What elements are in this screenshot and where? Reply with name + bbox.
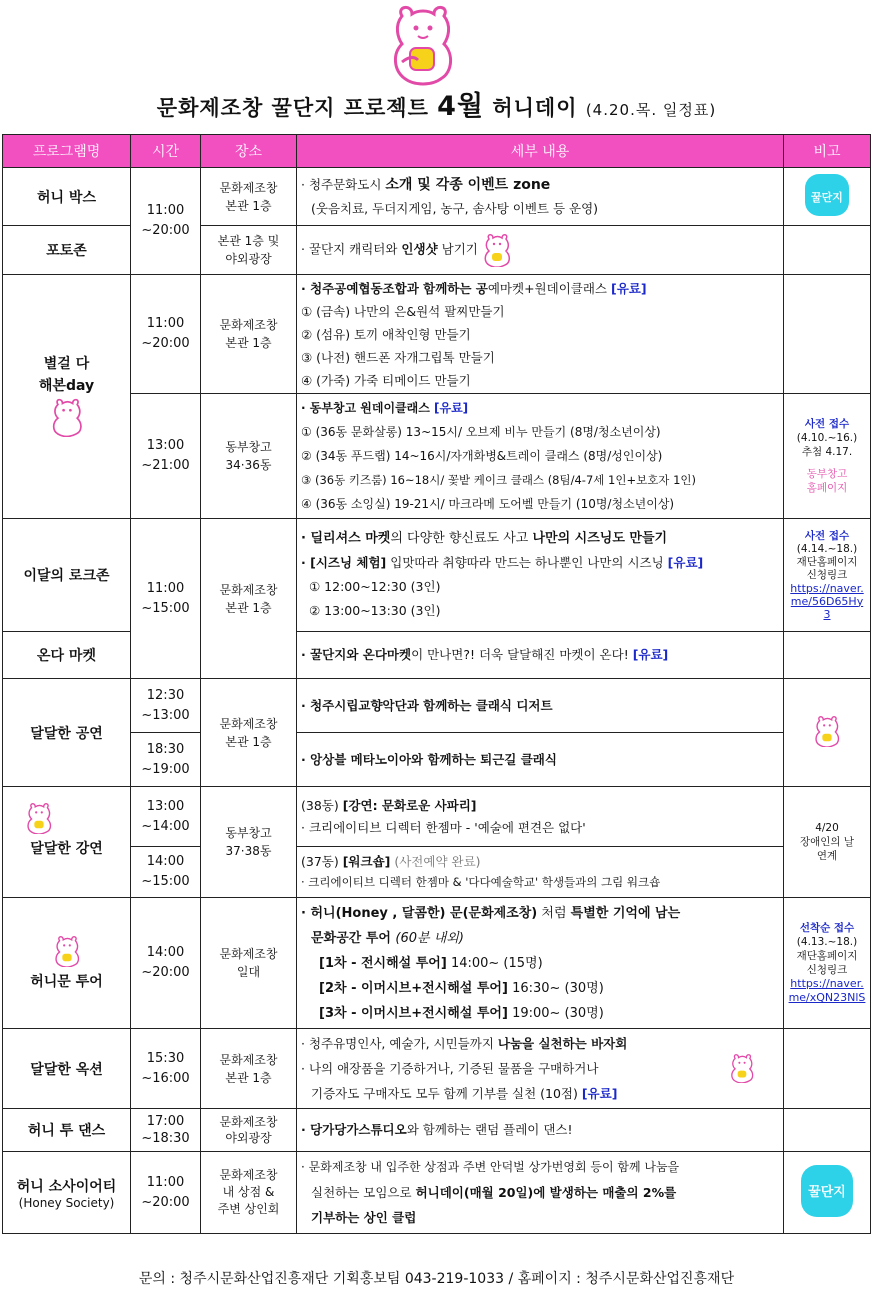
detail-bold: 특별한 기억에 남는 xyxy=(570,905,681,921)
detail-bold: 소개 및 각종 이벤트 zone xyxy=(385,176,551,193)
detail-bold: [강연: 문화로운 사파리] xyxy=(342,797,477,813)
note-text: 재단홈페이지 신청링크 xyxy=(796,950,858,976)
place-cell xyxy=(201,394,297,519)
paid-badge: [유료] xyxy=(667,555,704,570)
title-part2: 허니데이 xyxy=(484,96,586,120)
note-link-text: 동부창고 홈페이지 xyxy=(806,468,848,494)
detail-bold: · 딜리셔스 마켓 xyxy=(301,531,391,546)
time-text: 11:00 ~20:00 xyxy=(141,203,190,238)
list-item: ① (36동 문화살롱) 13~15시/ 오브제 비누 만들기 (8명/청소년이상) xyxy=(301,425,661,439)
time-cell xyxy=(131,847,201,898)
note-cell xyxy=(784,787,871,898)
detail-text: 14:00~ (15명) xyxy=(446,955,543,971)
detail-text: 의 다양한 향신료도 사고 xyxy=(390,531,533,546)
title-month: 4월 xyxy=(437,91,485,122)
place-text: 문화제조창 본관 1층 xyxy=(219,180,278,213)
bear-small-icon xyxy=(482,233,512,267)
detail-line: · 크리에이티브 디렉터 한젬마 & '다다예술학교' 학생들과의 그림 워크숍 xyxy=(301,875,661,889)
detail-text: · 청주유명인사, 예술가, 시민들까지 xyxy=(301,1036,498,1051)
place-text: 동부창고 37·38동 xyxy=(225,826,272,858)
detail-line: 기부하는 상인 클럽 xyxy=(311,1210,417,1225)
note-cell xyxy=(784,394,871,519)
time-text: 13:00 ~14:00 xyxy=(141,798,190,834)
detail-line xyxy=(301,926,779,951)
contact-footer: 문의 : 청주시문화산업진흥재단 기획홍보팀 043-219-1033 / 홈페이지 : 청주시문화산업진흥재단 xyxy=(138,1271,735,1287)
time-cell xyxy=(131,168,201,275)
detail-line xyxy=(301,173,779,197)
program-name: 달달한 옥션 xyxy=(3,1029,131,1109)
place-text: 문화제조창 내 상점 & 주변 상인회 xyxy=(217,1168,280,1216)
place-cell xyxy=(201,168,297,226)
note-cell xyxy=(784,1152,871,1234)
place-text: 동부창고 34·36동 xyxy=(225,440,272,472)
note-title: 사전 접수 xyxy=(804,529,850,542)
time-cell xyxy=(131,275,201,394)
title-date: (4.20.목. 일정표) xyxy=(585,101,717,119)
table-row xyxy=(3,898,871,1029)
bear-small-icon xyxy=(25,802,53,834)
detail-line xyxy=(301,1180,779,1205)
time-cell xyxy=(131,1109,201,1152)
detail-cell xyxy=(297,898,784,1029)
note-text: (4.14.~18.) xyxy=(796,542,858,555)
note-cell xyxy=(784,519,871,632)
program-name: 허니 소사이어티 xyxy=(16,1178,117,1195)
paid-badge: [유료] xyxy=(610,280,647,296)
detail-text: 예마켓+원데이클래스 xyxy=(487,280,611,296)
list-item: ④ (가죽) 가죽 티메이드 만들기 xyxy=(301,372,471,388)
place-text: 문화제조창 본관 1층 xyxy=(219,318,278,350)
program-name: 허니 박스 xyxy=(3,168,131,226)
note-cell xyxy=(784,226,871,275)
table-row xyxy=(3,394,871,519)
time-cell xyxy=(131,394,201,519)
detail-bold: 나만의 시즈닝도 만들기 xyxy=(532,531,668,546)
detail-text: (37동) xyxy=(301,854,343,869)
time-text: 13:00 ~21:00 xyxy=(141,438,190,473)
note-cell xyxy=(784,275,871,394)
place-text: 문화제조창 본관 1층 xyxy=(219,716,278,749)
bear-mascot-icon xyxy=(50,397,84,437)
detail-bold: · 허니(Honey , 달콤한) 문(문화제조창) xyxy=(301,905,538,921)
detail-cell xyxy=(297,394,784,519)
place-text: 본관 1층 및 야외광장 xyxy=(217,234,280,266)
time-text: 11:00 ~20:00 xyxy=(141,1174,190,1210)
signup-link[interactable]: https://naver.me/56D65Hy3 xyxy=(790,581,864,621)
program-name: 온다 마켓 xyxy=(3,632,131,679)
detail-bold: · 꿀단지와 온다마켓 xyxy=(301,647,412,662)
time-cell xyxy=(131,898,201,1029)
detail-line: · 크리에이티브 디렉터 한젬마 - '예술에 편견은 없다' xyxy=(301,819,586,835)
detail-text: 처럼 xyxy=(537,905,571,921)
place-cell xyxy=(201,787,297,898)
detail-line xyxy=(301,851,779,872)
detail-bold: 문화공간 투어 xyxy=(311,930,396,946)
place-cell xyxy=(201,226,297,275)
detail-bold: · [시즈닝 체험] xyxy=(301,555,387,570)
detail-text: · 꿀단지 캐릭터와 xyxy=(301,241,402,257)
note-text: (4.13.~18.) xyxy=(796,936,858,948)
detail-muted: (사전예약 완료) xyxy=(390,854,481,869)
list-item: ② (섬유) 토끼 애착인형 만들기 xyxy=(301,326,471,342)
detail-line: · 문화제조창 내 입주한 상점과 주변 안덕벌 상가번영회 등이 함께 나눔을 xyxy=(301,1160,680,1174)
program-name-cell xyxy=(3,898,131,1029)
place-cell xyxy=(201,679,297,787)
schedule-table xyxy=(2,134,871,1234)
detail-line xyxy=(301,795,779,817)
table-row xyxy=(3,787,871,847)
detail-cell xyxy=(297,226,784,275)
list-item xyxy=(301,1001,779,1026)
detail-line: · 나의 애장품을 기증하거나, 기증된 물품을 구매하거나 xyxy=(301,1061,599,1076)
header-time: 시간 xyxy=(131,135,201,168)
detail-line xyxy=(301,277,779,300)
time-text: 11:00 ~20:00 xyxy=(141,316,190,351)
signup-link[interactable]: https://naver.me/xQN23NlS xyxy=(788,977,866,1004)
note-cell xyxy=(784,1109,871,1152)
detail-text: 와 함께하는 랜덤 플레이 댄스! xyxy=(406,1122,573,1137)
detail-text: 기증자도 구매자도 모두 함께 기부를 실천 (10점) xyxy=(311,1086,582,1101)
detail-text: 19:00~ (30명) xyxy=(507,1005,604,1021)
detail-italic: (60분 내외) xyxy=(395,930,464,946)
program-name-cell xyxy=(3,787,131,898)
time-cell xyxy=(131,519,201,679)
table-row xyxy=(3,1029,871,1109)
detail-bold: 허니데이(매월 20일)에 발생하는 매출의 2%를 xyxy=(415,1185,677,1200)
program-name: 달달한 공연 xyxy=(3,679,131,787)
time-text: 14:00 ~20:00 xyxy=(141,945,190,980)
list-item: ② 13:00~13:30 (3인) xyxy=(309,603,441,618)
note-title: 사전 접수 xyxy=(804,418,850,430)
table-row xyxy=(3,168,871,226)
detail-cell: · 청주시립교향악단과 함께하는 클래식 디저트 xyxy=(297,679,784,733)
place-text: 문화제조창 야외광장 xyxy=(219,1115,278,1145)
detail-bold: · 당가당가스튜디오 xyxy=(301,1122,407,1137)
program-name: 별걸 다 해본day xyxy=(38,355,95,394)
place-cell xyxy=(201,898,297,1029)
detail-text: 16:30~ (30명) xyxy=(507,980,604,996)
detail-line xyxy=(301,551,779,575)
place-cell xyxy=(201,1109,297,1152)
table-row xyxy=(3,519,871,632)
note-cell xyxy=(784,679,871,787)
list-item: ④ (36동 소잉실) 19-21시/ 마크라메 도어벨 만들기 (10명/청소년이상) xyxy=(301,497,675,511)
detail-cell xyxy=(297,1152,784,1234)
time-text: 12:30 ~13:00 xyxy=(141,687,190,723)
detail-line xyxy=(301,901,779,926)
time-cell xyxy=(131,1029,201,1109)
note-cell xyxy=(784,632,871,679)
table-header-row xyxy=(3,135,871,168)
note-cell xyxy=(784,1029,871,1109)
note-text: 추첨 4.17. xyxy=(801,446,853,458)
detail-cell xyxy=(297,519,784,632)
kkuldanji-logo-icon xyxy=(801,170,853,220)
note-title: 선착순 접수 xyxy=(799,922,855,934)
bear-small-icon xyxy=(729,1053,755,1083)
list-item: ① (금속) 나만의 은&원석 팔찌만들기 xyxy=(301,303,505,319)
detail-cell xyxy=(297,1029,784,1109)
detail-cell xyxy=(297,1109,784,1152)
place-text: 문화제조창 본관 1층 xyxy=(219,1052,278,1085)
note-text: 4/20 장애인의 날 연계 xyxy=(799,822,855,862)
time-cell xyxy=(131,1152,201,1234)
detail-cell xyxy=(297,847,784,898)
detail-cell xyxy=(297,632,784,679)
detail-bold: [2차 - 이머시브+전시해설 투어] xyxy=(319,980,508,996)
kkuldanji-logo-icon xyxy=(797,1161,857,1221)
list-item xyxy=(301,951,779,976)
program-name: 포토존 xyxy=(3,226,131,275)
logo-text: 꿀단지 xyxy=(808,1184,846,1200)
list-item: ③ (36동 키즈룸) 16~18시/ 꽃밭 케이크 클래스 (8팀/4-7세 1인+보호자 1인) xyxy=(301,473,696,487)
program-subname: (Honey Society) xyxy=(18,1195,115,1210)
time-text: 15:30 ~16:00 xyxy=(141,1050,190,1086)
paid-badge: [유료] xyxy=(581,1086,618,1101)
detail-text: 이 만나면?! 더욱 달달해진 마켓이 온다! xyxy=(411,647,633,662)
time-cell xyxy=(131,733,201,787)
time-cell xyxy=(131,679,201,733)
detail-cell: · 앙상블 메타노이아와 함께하는 퇴근길 클래식 xyxy=(297,733,784,787)
detail-bold: [3차 - 이머시브+전시해설 투어] xyxy=(319,1005,508,1021)
page-title xyxy=(0,84,873,123)
list-item: ① 12:00~12:30 (3인) xyxy=(309,579,441,594)
header-place: 장소 xyxy=(201,135,297,168)
program-name: 허니문 투어 xyxy=(30,974,103,990)
time-cell xyxy=(131,787,201,847)
detail-bold: [1차 - 전시해설 투어] xyxy=(319,955,447,971)
table-row xyxy=(3,1109,871,1152)
header-program: 프로그램명 xyxy=(3,135,131,168)
detail-bold: · 청주공예협동조합과 함께하는 공 xyxy=(301,280,488,296)
note-cell xyxy=(784,168,871,226)
detail-text: 실천하는 모임으로 xyxy=(311,1185,416,1200)
time-text: 18:30 ~19:00 xyxy=(141,741,190,777)
bear-small-icon xyxy=(813,715,841,747)
place-text: 문화제조창 본관 1층 xyxy=(219,582,278,615)
page-header xyxy=(0,0,873,130)
note-text: 재단홈페이지 신청링크 xyxy=(796,555,858,581)
program-name-cell xyxy=(3,275,131,519)
table-row xyxy=(3,847,871,898)
list-item: ② (34동 푸드랩) 14~16시/자개화병&트레이 클래스 (8명/성인이상) xyxy=(301,449,663,463)
table-row xyxy=(3,275,871,394)
list-item: ③ (나전) 핸드폰 자개그립톡 만들기 xyxy=(301,349,495,365)
detail-text: 입맛따라 취향따라 만드는 하나뿐인 나만의 시즈닝 xyxy=(386,555,668,570)
note-text: (4.10.~16.) xyxy=(796,432,858,444)
place-cell xyxy=(201,1152,297,1234)
detail-line xyxy=(301,527,779,551)
table-row xyxy=(3,1152,871,1234)
header-detail: 세부 내용 xyxy=(297,135,784,168)
header-note: 비고 xyxy=(784,135,871,168)
title-part1: 문화제조창 꿀단지 프로젝트 xyxy=(156,96,438,120)
program-name: 허니 투 댄스 xyxy=(3,1109,131,1152)
time-text: 11:00 ~15:00 xyxy=(141,580,190,616)
program-name: 이달의 로크존 xyxy=(3,519,131,632)
detail-cell xyxy=(297,275,784,394)
detail-line xyxy=(301,1031,779,1056)
place-cell xyxy=(201,1029,297,1109)
paid-badge: [유료] xyxy=(434,401,469,415)
place-cell xyxy=(201,519,297,679)
detail-cell xyxy=(297,168,784,226)
bear-mascot-icon xyxy=(388,4,458,86)
program-name: 달달한 강연 xyxy=(30,841,103,857)
detail-bold: 인생샷 xyxy=(401,241,438,257)
time-text: 17:00 ~18:30 xyxy=(141,1114,190,1146)
paid-badge: [유료] xyxy=(632,647,669,662)
detail-bold: 나눔을 실천하는 바자회 xyxy=(497,1036,628,1051)
place-text: 문화제조창 일대 xyxy=(219,947,278,979)
place-cell xyxy=(201,275,297,394)
detail-bold: · 동부창고 원데이클래스 xyxy=(301,401,435,415)
detail-cell xyxy=(297,787,784,847)
detail-line xyxy=(301,1081,779,1106)
logo-text: 꿀단지 xyxy=(811,190,843,204)
detail-line xyxy=(301,396,779,420)
table-row xyxy=(3,733,871,787)
detail-line: (웃음치료, 두더지게임, 농구, 솜사탕 이벤트 등 운영) xyxy=(311,200,599,216)
detail-text: · 청주문화도시 xyxy=(301,176,386,192)
detail-text: 남기기 xyxy=(437,241,478,257)
note-cell xyxy=(784,898,871,1029)
bear-small-icon xyxy=(53,935,81,967)
detail-text: (38동) xyxy=(301,797,343,813)
list-item xyxy=(301,976,779,1001)
table-row xyxy=(3,679,871,733)
time-text: 14:00 ~15:00 xyxy=(141,854,190,889)
program-name-cell xyxy=(3,1152,131,1234)
detail-bold: [워크숍] xyxy=(342,854,391,869)
